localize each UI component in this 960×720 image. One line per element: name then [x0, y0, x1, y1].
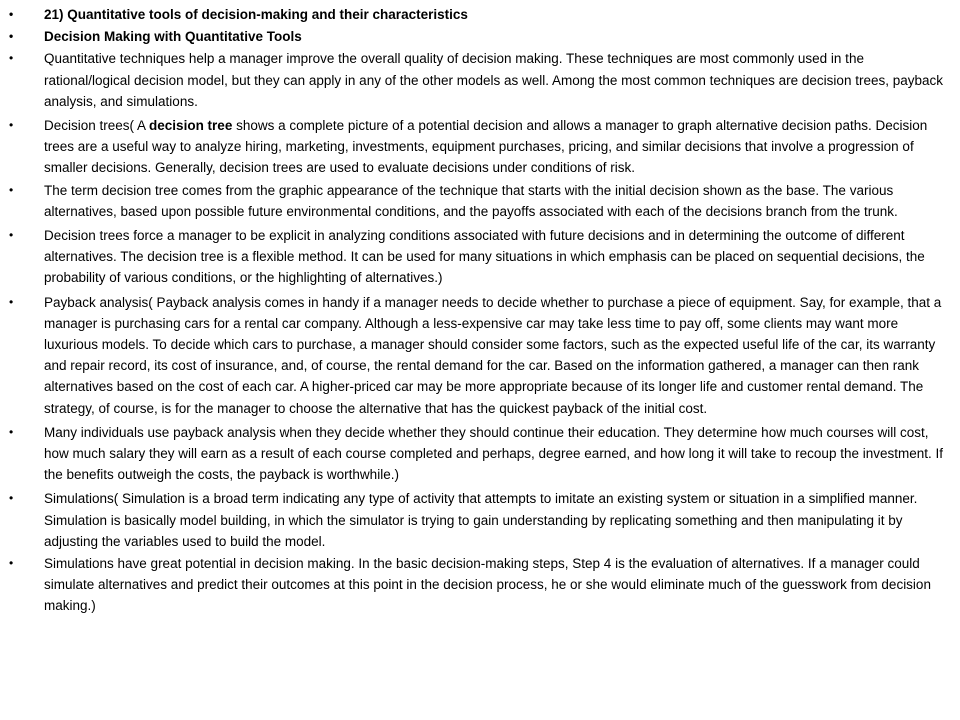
paragraph-quantitative-techniques: Quantitative techniques help a manager improve the overall quality of decision making. These techniques are most commonly used in the rational/logical decision model, but they can apply in any of the other models as well. Among the most common techniques are decision trees, payback analysis, and simulations. [44, 51, 943, 109]
bullet-icon: • [9, 118, 14, 133]
list-item-title [0, 4, 960, 25]
bullet-icon: • [9, 51, 14, 66]
slide-title: 21) Quantitative tools of decision-making and their characteristics [44, 7, 468, 22]
bullet-icon: • [9, 294, 14, 309]
bullet-icon: • [9, 182, 14, 197]
paragraph-payback-education: Many individuals use payback analysis when they decide whether they should continue their education. They determine how much courses will cost, how much salary they will earn as a result of each course completed and perhaps, degree earned, and how long it will take to recoup the investment. If the benefits outweigh the costs, the payback is worthwhile.) [44, 424, 944, 483]
list-item [0, 422, 960, 486]
decision-tree-term: decision tree [149, 118, 233, 134]
bullet-icon: • [9, 7, 14, 21]
list-item [0, 488, 960, 552]
bullet-list [0, 4, 960, 618]
list-item [0, 180, 960, 222]
paragraph-term-decision-tree: The term decision tree comes from the graphic appearance of the technique that starts with the initial decision shown as the base. The various alternatives, based upon possible future environmental conditions, and the payoffs associated with each of the decisions branch from the trunk. [44, 182, 898, 219]
paragraph-decision-trees-force: Decision trees force a manager to be explicit in analyzing conditions associated with future decisions and in determining the outcome of different alternatives. The decision tree is a flexible method. It can be used for many situations in which emphasis can be placed on sequential decisions, the probability of various conditions, or the highlighting of alternatives.) [44, 228, 925, 286]
paragraph-simulations: Simulations( Simulation is a broad term indicating any type of activity that attempts to imitate an existing system or situation in a simplified manner. Simulation is basically model building, in which the simulator is trying to gain understanding by replicating something and then manipulating it by adjusting the variables used to build the model. [44, 491, 918, 549]
paragraph-payback-analysis: Payback analysis( Payback analysis comes in handy if a manager needs to decide whether to purchase a piece of equipment. Say, for example, that a manager is purchasing cars for a rental car company. Although a less-expensive car may take less time to pay off, some clients may want more luxurious models. To decide which cars to purchase, a manager should consider some factors, such as the expected useful life of the car, its warranty and repair record, its cost of insurance, and, of course, the rental demand for the car. Based on the information gathered, a manager can then rank alternatives based on the cost of each car. A higher-priced car may be more appropriate because of its longer life and customer rental demand. The strategy, of course, is for the manager to choose the alternative that has the quickest payback of the initial cost. [44, 294, 942, 416]
list-item [0, 225, 960, 289]
list-item [0, 292, 960, 419]
bullet-icon: • [9, 424, 14, 439]
bullet-icon: • [9, 491, 14, 506]
slide-subtitle: Decision Making with Quantitative Tools [44, 29, 302, 45]
list-item [0, 115, 960, 179]
bullet-icon: • [9, 228, 14, 243]
paragraph-decision-trees-prefix: Decision trees( A [44, 118, 150, 134]
list-item-subtitle [0, 26, 960, 47]
list-item [0, 553, 960, 617]
list-item [0, 48, 960, 112]
bullet-icon: • [9, 29, 14, 44]
paragraph-simulations-potential: Simulations have great potential in decision making. In the basic decision-making steps, Step 4 is the evaluation of alternatives. If a manager could simulate alternatives and predict their outcomes at this point in the decision process, he or she would eliminate much of the guesswork from decision making.) [44, 556, 931, 614]
paragraph-decision-trees-rest: shows a complete picture of a potential decision and allows a manager to graph alternative decision paths. Decision trees are a useful way to analyze hiring, marketing, investments, equipment purchases, pricing, and similar decisions that involve a progression of smaller decisions. Generally, decision trees are used to evaluate decisions under conditions of risk. [44, 118, 928, 176]
bullet-icon: • [9, 556, 14, 571]
